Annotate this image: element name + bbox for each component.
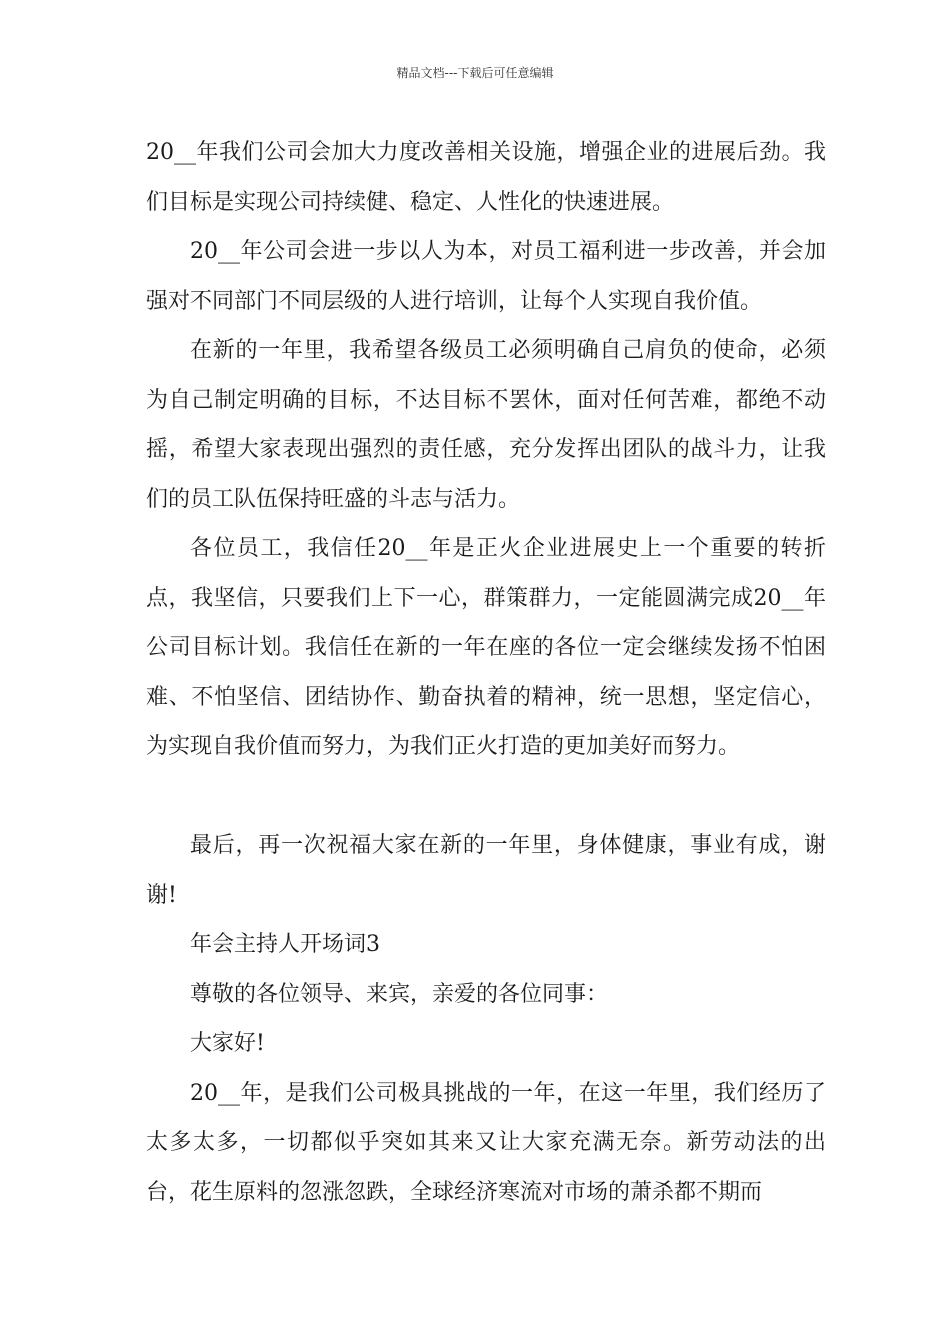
paragraph-4: 各位员工，我信任20__年是正火企业进展史上一个重要的转折点，我坚信，只要我们上下一心，群策群力，一定能圆满完成20__年公司目标计划。我信任在新的一年在座的各位一定会继续发扬不怕困难、不怕坚信、团结协作、勤奋执着的精神，统一思想，坚定信心，为实现自我价值而努力，为我们正火打造的更加美好而努力。 — [146, 536, 826, 759]
paragraph-5: 最后，再一次祝福大家在新的一年里，身体健康，事业有成，谢谢! — [146, 833, 826, 908]
paragraph-2: 20__年公司会进一步以人为本，对员工福利进一步改善，并会加强对不同部门不同层级的人进行培训，让每个人实现自我价值。 — [146, 239, 826, 314]
salutation: 尊敬的各位领导、来宾，亲爱的各位同事： — [190, 981, 609, 1007]
section-title: 年会主持人开场词3 — [190, 932, 380, 957]
paragraph-spacer — [146, 772, 826, 822]
paragraph-6: 20__年，是我们公司极具挑战的一年，在这一年里，我们经历了太多太多，一切都似乎突如其来又让大家充满无奈。新劳动法的出台，花生原料的忽涨忽跌，全球经济寒流对市场的萧杀都不期而 — [146, 1080, 826, 1205]
document-body — [146, 128, 826, 1217]
greeting: 大家好! — [190, 1031, 265, 1056]
paragraph-1: 20__年我们公司会加大力度改善相关设施，增强企业的进展后劲。我们目标是实现公司持续健、稳定、人性化的快速进展。 — [146, 140, 826, 215]
page-header: 精品文档---下载后可任意编辑 — [396, 66, 554, 80]
paragraph-3: 在新的一年里，我希望各级员工必须明确自己肩负的使命，必须为自己制定明确的目标，不达目标不罢休，面对任何苦难，都绝不动摇，希望大家表现出强烈的责任感，充分发挥出团队的战斗力，让我们的员工队伍保持旺盛的斗志与活力。 — [146, 338, 826, 512]
